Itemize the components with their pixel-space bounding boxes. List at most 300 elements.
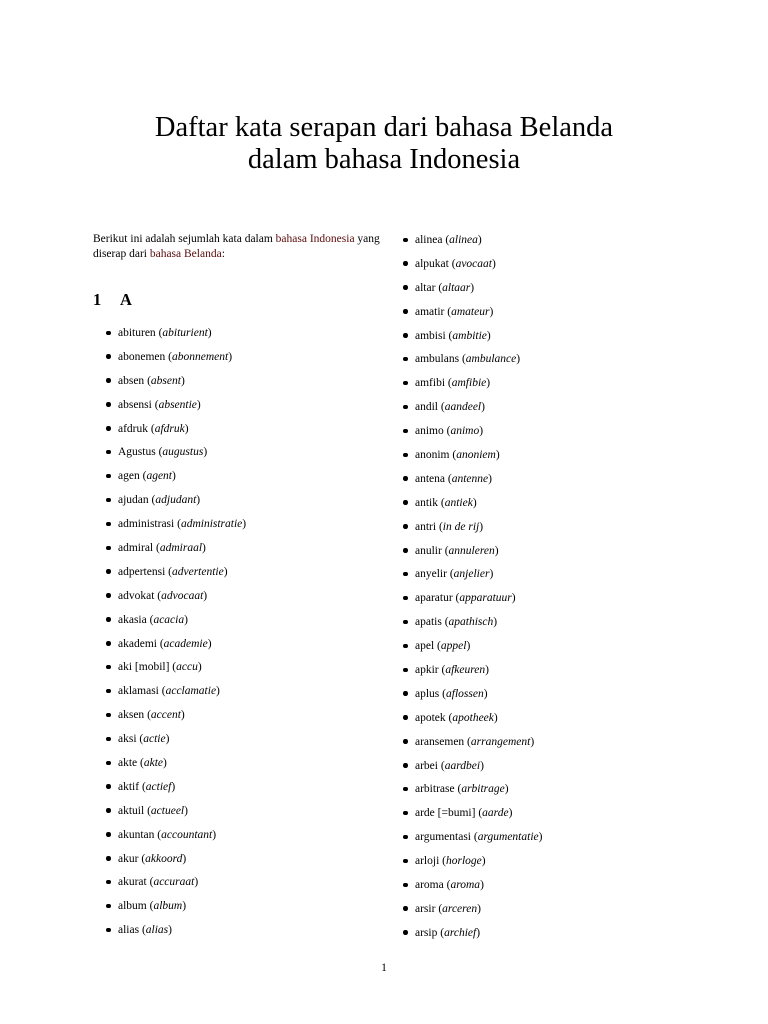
paren-open: ( <box>151 398 159 411</box>
entry-word: abonemen <box>118 350 166 363</box>
entry-word: akte <box>118 757 138 770</box>
paren-open: ( <box>445 377 452 390</box>
paren-close: ) <box>207 327 212 339</box>
list-item <box>106 827 246 851</box>
entry-dutch: abonnement <box>171 350 229 363</box>
paren-open: ( <box>155 327 163 339</box>
list-item <box>403 925 542 949</box>
entry-dutch: accu <box>176 661 198 674</box>
list-item <box>403 423 542 447</box>
entry-dutch: akkoord <box>145 852 183 865</box>
paren-open: ( <box>156 637 164 650</box>
paren-open: ( <box>438 401 445 414</box>
paren-open: ( <box>146 613 154 626</box>
list-item <box>403 543 542 567</box>
paren-open: ( <box>434 640 441 653</box>
bullet-icon <box>403 596 408 601</box>
bullet-icon <box>403 357 408 362</box>
bullet-icon <box>403 285 408 290</box>
bullet-icon <box>106 331 111 336</box>
entry-dutch: ambitie <box>452 329 487 342</box>
paren-close: ) <box>163 757 167 770</box>
list-item <box>106 516 246 540</box>
entry-word: arbitrase <box>415 783 455 796</box>
list-item <box>403 328 542 352</box>
paren-close: ) <box>481 401 485 414</box>
paren-open: ( <box>445 472 452 485</box>
entry-word: aroma <box>415 879 444 892</box>
bullet-icon <box>403 453 408 458</box>
section-number: 1 <box>93 290 102 309</box>
paren-close: ) <box>479 520 484 533</box>
entry-word: akur <box>118 852 139 865</box>
paren-open: ( <box>144 374 151 387</box>
paren-open: ( <box>445 329 453 342</box>
bullet-icon <box>403 381 408 386</box>
entry-word: ambulans <box>415 353 460 366</box>
bullet-icon <box>106 832 111 837</box>
intro-text-3: : <box>221 248 225 260</box>
entry-word: altar <box>415 281 436 294</box>
bullet-icon <box>106 689 111 694</box>
entry-word: absensi <box>118 398 152 411</box>
word-list-left <box>106 325 246 946</box>
paren-close: ) <box>184 422 189 435</box>
bullet-icon <box>403 524 408 529</box>
entry-word: arbei <box>415 759 438 772</box>
list-item <box>106 755 246 779</box>
paren-open: ( <box>148 494 156 507</box>
entry-dutch: amfibie <box>451 377 487 390</box>
paren-close: ) <box>494 544 499 557</box>
paren-open: ( <box>165 565 172 578</box>
paren-close: ) <box>480 879 484 892</box>
entry-word: alpukat <box>415 257 449 270</box>
paren-close: ) <box>180 374 185 387</box>
entry-word: arde [=bumi] <box>415 807 476 820</box>
entry-dutch: absent <box>150 374 181 387</box>
entry-word: absen <box>118 374 145 387</box>
entry-word: anonim <box>415 449 450 462</box>
bullet-icon <box>403 620 408 625</box>
bullet-icon <box>403 572 408 577</box>
entry-dutch: antenne <box>451 472 489 485</box>
entry-dutch: album <box>153 900 183 913</box>
entry-word: arsir <box>415 902 436 915</box>
entry-dutch: anjelier <box>453 568 490 581</box>
paren-close: ) <box>180 709 185 722</box>
link-bahasa-belanda[interactable]: bahasa Belanda <box>149 248 222 260</box>
paren-close: ) <box>216 685 220 698</box>
bullet-icon <box>403 500 408 505</box>
entry-word: apotek <box>415 711 446 724</box>
paren-open: ( <box>452 592 460 605</box>
bullet-icon <box>106 904 111 909</box>
entry-word: amfibi <box>415 377 446 390</box>
paren-close: ) <box>196 398 201 411</box>
entry-word: anyelir <box>415 568 447 581</box>
paren-close: ) <box>479 425 484 438</box>
entry-dutch: avocaat <box>455 257 492 270</box>
paren-close: ) <box>476 926 481 939</box>
paren-open: ( <box>148 422 155 435</box>
entry-word: ajudan <box>118 494 149 507</box>
list-item <box>403 232 542 256</box>
paren-open: ( <box>435 902 443 915</box>
paren-open: ( <box>155 446 163 459</box>
bullet-icon <box>403 238 408 243</box>
bullet-icon <box>403 429 408 434</box>
entry-word: arsip <box>415 926 438 939</box>
list-item <box>403 447 542 471</box>
list-item <box>403 877 542 901</box>
intro-text-2: yang diserap dari <box>93 233 380 260</box>
bullet-icon <box>106 378 111 383</box>
paren-open: ( <box>471 831 478 844</box>
bullet-icon <box>403 739 408 744</box>
paren-close: ) <box>486 329 491 342</box>
paren-open: ( <box>139 924 146 937</box>
list-item <box>106 779 246 803</box>
list-item <box>106 349 246 373</box>
list-item <box>106 707 246 731</box>
bullet-icon <box>403 930 408 935</box>
list-item <box>403 758 542 782</box>
entry-dutch: anoniem <box>456 449 496 462</box>
entry-word: aklamasi <box>118 685 159 698</box>
entry-dutch: augustus <box>162 446 204 459</box>
list-item <box>106 851 246 875</box>
paren-close: ) <box>242 518 247 531</box>
entry-word: aplus <box>415 687 440 700</box>
paren-open: ( <box>438 496 445 509</box>
paren-close: ) <box>168 924 173 937</box>
paren-close: ) <box>493 616 498 629</box>
paren-close: ) <box>182 852 187 865</box>
list-item <box>403 375 542 399</box>
paren-open: ( <box>144 804 151 817</box>
paren-open: ( <box>144 709 151 722</box>
entry-word: andil <box>415 401 438 414</box>
entry-dutch: apparatuur <box>459 592 512 605</box>
entry-dutch: admiraal <box>159 542 203 555</box>
entry-word: arloji <box>415 855 440 868</box>
entry-dutch: aandeel <box>444 401 482 414</box>
entry-dutch: arceren <box>442 902 478 915</box>
paren-close: ) <box>470 281 475 294</box>
entry-dutch: advertentie <box>171 565 224 578</box>
entry-dutch: aardbei <box>444 759 481 772</box>
paren-open: ( <box>139 780 146 793</box>
list-item <box>106 373 246 397</box>
entry-dutch: advocaat <box>161 589 204 602</box>
list-item <box>106 731 246 755</box>
paren-close: ) <box>511 592 516 605</box>
paren-open: ( <box>437 759 445 772</box>
page-title <box>0 112 768 176</box>
paren-close: ) <box>196 494 201 507</box>
entry-word: animo <box>415 425 444 438</box>
entry-word: akademi <box>118 637 157 650</box>
entry-word: alias <box>118 924 140 937</box>
list-item <box>403 805 542 829</box>
bullet-icon <box>403 668 408 673</box>
entry-word: apkir <box>415 664 439 677</box>
entry-dutch: ambulance <box>465 353 517 366</box>
paren-open: ( <box>165 350 172 363</box>
entry-dutch: arbitrage <box>461 783 505 796</box>
paren-open: ( <box>154 589 162 602</box>
entry-word: aksi <box>118 733 137 746</box>
list-item <box>106 540 246 564</box>
paren-open: ( <box>158 685 166 698</box>
entry-dutch: alias <box>145 924 169 937</box>
bullet-icon <box>403 906 408 911</box>
entry-word: agen <box>118 470 140 483</box>
entry-word: adpertensi <box>118 565 166 578</box>
paren-open: ( <box>136 733 144 746</box>
bullet-icon <box>403 883 408 888</box>
bullet-icon <box>106 928 111 933</box>
paren-close: ) <box>212 828 217 841</box>
paren-close: ) <box>472 496 477 509</box>
paren-close: ) <box>194 876 199 889</box>
entry-word: aksen <box>118 709 145 722</box>
bullet-icon <box>403 811 408 816</box>
list-item <box>403 614 542 638</box>
bullet-icon <box>106 522 111 527</box>
paren-close: ) <box>489 305 494 318</box>
list-item <box>403 566 542 590</box>
entry-dutch: amateur <box>451 305 490 318</box>
entry-dutch: accuraat <box>153 876 195 889</box>
list-item <box>106 588 246 612</box>
intro-text-1: Berikut ini adalah sejumlah kata dalam <box>93 233 276 245</box>
paren-open: ( <box>443 879 451 892</box>
paren-open: ( <box>445 711 453 724</box>
entry-dutch: accountant <box>161 828 213 841</box>
paren-open: ( <box>439 855 446 868</box>
bullet-icon <box>106 737 111 742</box>
entry-word: aktif <box>118 780 140 793</box>
paren-close: ) <box>485 664 490 677</box>
paren-close: ) <box>182 900 187 913</box>
paren-close: ) <box>489 568 494 581</box>
list-item <box>106 468 246 492</box>
paren-open: ( <box>454 783 462 796</box>
entry-word: ambisi <box>415 329 446 342</box>
bullet-icon <box>106 354 111 359</box>
paren-close: ) <box>530 735 535 748</box>
paren-close: ) <box>477 234 482 246</box>
bullet-icon <box>106 641 111 646</box>
paren-close: ) <box>488 472 492 485</box>
entry-dutch: administratie <box>180 518 243 531</box>
paren-close: ) <box>495 449 500 462</box>
entry-word: antik <box>415 496 438 509</box>
entry-word: aransemen <box>415 735 465 748</box>
entry-word: admiral <box>118 542 154 555</box>
list-item <box>403 399 542 423</box>
paren-close: ) <box>481 855 486 868</box>
bullet-icon <box>106 784 111 789</box>
entry-word: akasia <box>118 613 147 626</box>
paren-close: ) <box>184 613 188 626</box>
list-item <box>403 853 542 877</box>
bullet-icon <box>403 405 408 410</box>
entry-dutch: acclamatie <box>165 685 217 698</box>
bullet-icon <box>106 450 111 455</box>
list-item <box>106 803 246 827</box>
paren-close: ) <box>172 470 176 483</box>
paren-close: ) <box>493 711 498 724</box>
bullet-icon <box>403 763 408 768</box>
list-item <box>403 471 542 495</box>
list-item <box>106 898 246 922</box>
list-item <box>106 492 246 516</box>
bullet-icon <box>106 569 111 574</box>
entry-dutch: actief <box>145 780 172 793</box>
paren-close: ) <box>486 377 491 390</box>
list-item <box>106 612 246 636</box>
entry-dutch: aflossen <box>446 687 484 700</box>
bullet-icon <box>106 880 111 885</box>
entry-dutch: archief <box>444 926 477 939</box>
entry-dutch: argumentatie <box>477 831 539 844</box>
entry-dutch: agent <box>146 470 172 483</box>
paren-open: ( <box>154 828 162 841</box>
bullet-icon <box>403 691 408 696</box>
entry-dutch: afkeuren <box>445 664 486 677</box>
word-list-right <box>403 232 542 949</box>
paren-close: ) <box>171 780 176 793</box>
paren-open: ( <box>437 926 445 939</box>
list-item <box>403 781 542 805</box>
entry-word: album <box>118 900 147 913</box>
entry-word: apel <box>415 640 435 653</box>
list-item <box>106 564 246 588</box>
entry-dutch: apotheek <box>452 711 494 724</box>
bullet-icon <box>403 309 408 314</box>
list-item <box>106 659 246 683</box>
bullet-icon <box>106 856 111 861</box>
paren-close: ) <box>516 353 521 366</box>
list-item <box>106 397 246 421</box>
entry-dutch: appel <box>440 640 467 653</box>
paren-open: ( <box>444 305 452 318</box>
entry-dutch: abiturient <box>162 327 208 339</box>
page-title-line-1: Daftar kata serapan dari bahasa Belanda <box>154 112 614 143</box>
paren-open: ( <box>443 425 451 438</box>
paren-close: ) <box>197 661 202 674</box>
entry-dutch: afdruk <box>154 422 185 435</box>
entry-word: administrasi <box>118 518 175 531</box>
entry-word: advokat <box>118 589 155 602</box>
entry-dutch: aroma <box>450 879 481 892</box>
bullet-icon <box>106 617 111 622</box>
list-item <box>403 351 542 375</box>
paren-close: ) <box>223 565 228 578</box>
section-heading <box>93 290 132 310</box>
paren-close: ) <box>228 350 233 363</box>
bullet-icon <box>403 835 408 840</box>
paren-close: ) <box>508 807 513 820</box>
paren-open: ( <box>436 520 443 533</box>
entry-word: alinea <box>415 234 443 246</box>
paren-open: ( <box>446 568 454 581</box>
link-bahasa-indonesia[interactable]: bahasa Indonesia <box>275 233 355 245</box>
bullet-icon <box>403 548 408 553</box>
list-item <box>403 590 542 614</box>
bullet-icon <box>106 474 111 479</box>
paren-open: ( <box>442 234 450 246</box>
list-item <box>106 444 246 468</box>
paren-close: ) <box>477 902 481 915</box>
bullet-icon <box>106 426 111 431</box>
paren-open: ( <box>441 544 449 557</box>
paren-close: ) <box>538 831 543 844</box>
paren-open: ( <box>438 664 446 677</box>
paren-open: ( <box>435 281 443 294</box>
list-item <box>403 280 542 304</box>
list-item <box>403 495 542 519</box>
paren-close: ) <box>207 637 212 650</box>
list-item <box>106 683 246 707</box>
bullet-icon <box>106 546 111 551</box>
paren-open: ( <box>139 470 147 483</box>
list-item <box>106 325 246 349</box>
bullet-icon <box>106 713 111 718</box>
list-item <box>403 304 542 328</box>
paren-close: ) <box>202 542 206 555</box>
bullet-icon <box>403 644 408 649</box>
entry-dutch: animo <box>450 425 480 438</box>
entry-dutch: arrangement <box>470 735 531 748</box>
paren-open: ( <box>448 257 456 270</box>
list-item <box>403 662 542 686</box>
paren-open: ( <box>449 449 457 462</box>
entry-dutch: apathisch <box>448 616 494 629</box>
entry-word: Agustus <box>118 446 156 459</box>
list-item <box>106 874 246 898</box>
bullet-icon <box>106 402 111 407</box>
entry-dutch: absentie <box>158 398 197 411</box>
entry-dutch: aarde <box>482 807 509 820</box>
bullet-icon <box>403 787 408 792</box>
entry-word: abituren <box>118 327 156 339</box>
paren-close: ) <box>480 759 484 772</box>
list-item <box>106 421 246 445</box>
paren-open: ( <box>146 900 154 913</box>
bullet-icon <box>106 808 111 813</box>
paren-close: ) <box>483 687 488 700</box>
bullet-icon <box>403 476 408 481</box>
entry-word: amatir <box>415 305 445 318</box>
paren-open: ( <box>459 353 466 366</box>
entry-word: akurat <box>118 876 147 889</box>
list-item <box>106 922 246 946</box>
entry-dutch: antiek <box>444 496 473 509</box>
entry-word: aki [mobil] <box>118 661 170 674</box>
paren-open: ( <box>475 807 483 820</box>
list-item <box>403 901 542 925</box>
bullet-icon <box>403 261 408 266</box>
paren-close: ) <box>504 783 509 796</box>
entry-dutch: horloge <box>446 855 482 868</box>
entry-dutch: academie <box>163 637 208 650</box>
bullet-icon <box>106 665 111 670</box>
bullet-icon <box>403 715 408 720</box>
